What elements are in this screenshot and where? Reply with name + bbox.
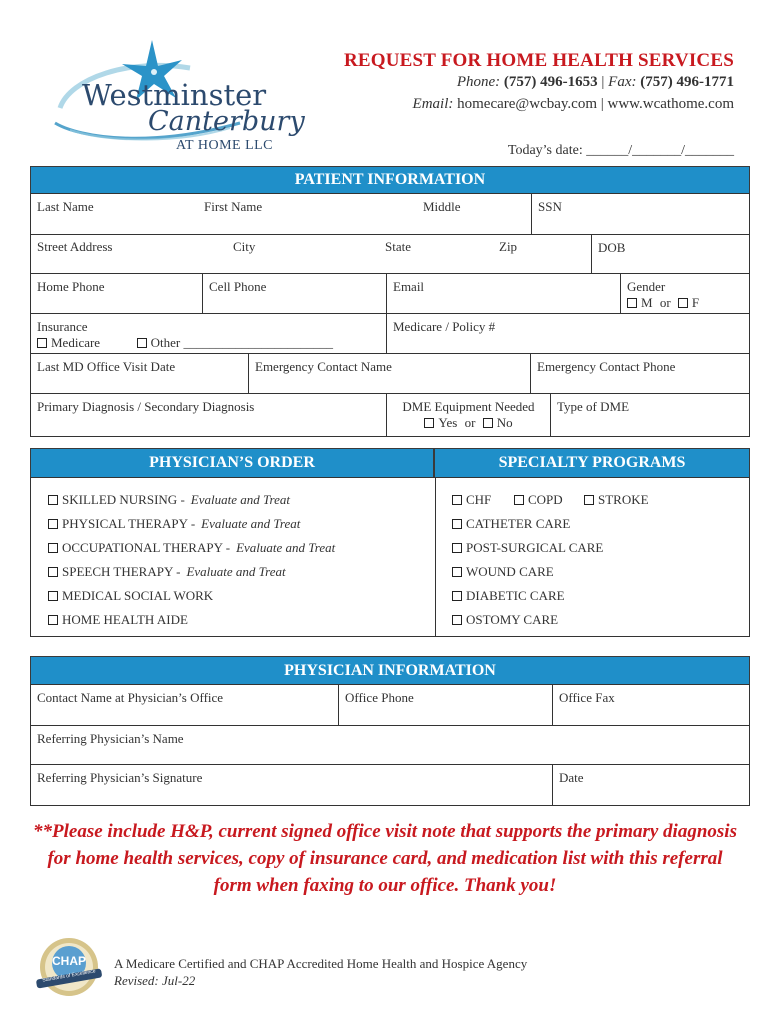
contact-name-field[interactable]: Contact Name at Physician’s Office [31,685,339,726]
office-fax-field[interactable]: Office Fax [553,685,749,726]
order-checkbox[interactable] [48,567,58,577]
medicare-checkbox[interactable] [37,338,47,348]
dme-needed-label: DME Equipment Needed [402,399,535,414]
last-name-field[interactable]: Last Name [37,199,94,214]
stroke-checkbox[interactable] [584,495,594,505]
order-checkbox[interactable] [48,615,58,625]
emergency-contact-name-field[interactable]: Emergency Contact Name [249,354,531,394]
gender-label: Gender [627,279,666,294]
gender-f-label: F [691,295,700,310]
referring-physician-name-field[interactable]: Referring Physician’s Name [31,726,749,765]
dme-yes-label: Yes [438,415,458,430]
logo-line2: Canterbury [148,106,305,137]
cell-phone-field[interactable]: Cell Phone [203,274,387,314]
order-item[interactable]: HOME HEALTH AIDE [48,612,188,628]
specialty-chf[interactable]: CHF [452,492,491,508]
physicians-order-header: PHYSICIAN’S ORDER [30,448,434,478]
specialty-item[interactable]: WOUND CARE [452,564,554,580]
home-phone-field[interactable]: Home Phone [31,274,203,314]
chap-badge [34,936,104,998]
specialty-stroke[interactable]: STROKE [584,492,649,508]
gender-field [621,274,749,314]
specialty-copd[interactable]: COPD [514,492,563,508]
company-logo [40,38,305,158]
dme-needed-field [387,394,551,436]
specialty-checkbox[interactable] [452,519,462,529]
gender-m-label: M [641,295,653,310]
gender-or-label: or [659,295,671,310]
state-field[interactable]: State [385,239,411,254]
footer-revised: Revised: Jul-22 [114,973,196,988]
gender-f-checkbox[interactable] [678,298,688,308]
last-first-middle-row [31,194,531,235]
chap-badge-sub: Standards of Excellence [41,968,97,984]
orders-divider [435,478,436,636]
medicare-policy-field[interactable]: Medicare / Policy # [387,314,749,354]
order-item[interactable]: OCCUPATIONAL THERAPY - Evaluate and Treat [48,540,335,556]
specialty-item[interactable]: OSTOMY CARE [452,612,558,628]
phone-number: (757) 496-1653 [503,74,598,90]
order-checkbox[interactable] [48,495,58,505]
other-insurance-label[interactable]: Other _______________________ [150,335,333,350]
physician-info-header: PHYSICIAN INFORMATION [30,656,750,685]
first-name-field[interactable]: First Name [204,199,263,214]
phone-fax-line: Phone: (757) 496-1653 | Fax: (757) 496-1771 [456,74,734,90]
dme-no-checkbox[interactable] [483,418,493,428]
order-checkbox[interactable] [48,591,58,601]
patient-info-header: PATIENT INFORMATION [30,166,750,194]
order-checkbox[interactable] [48,519,58,529]
physician-info-grid [30,684,750,806]
street-address-field[interactable]: Street Address [37,239,113,254]
email-address[interactable]: homecare@wcbay.com [457,96,597,112]
order-item[interactable]: PHYSICAL THERAPY - Evaluate and Treat [48,516,300,532]
order-item[interactable]: SKILLED NURSING - Evaluate and Treat [48,492,290,508]
insurance-label: Insurance [37,319,88,334]
fax-number: (757) 496-1771 [640,74,734,90]
chf-checkbox[interactable] [452,495,462,505]
dob-field[interactable]: DOB [591,235,749,274]
website-link[interactable]: www.wcathome.com [607,96,734,112]
city-field[interactable]: City [233,239,256,254]
medicare-label: Medicare [51,335,101,350]
email-field[interactable]: Email [387,274,621,314]
specialty-checkbox[interactable] [452,543,462,553]
phone-label: Phone: [456,74,501,90]
date-field[interactable]: Date [559,770,584,785]
specialty-item[interactable]: POST-SURGICAL CARE [452,540,603,556]
ssn-field[interactable]: SSN [531,194,749,235]
address-row [31,235,591,274]
email-label: Email: [412,96,454,112]
fax-label: Fax: [608,74,637,90]
dme-or-label: or [464,415,476,430]
specialty-item[interactable]: CATHETER CARE [452,516,570,532]
insurance-field [31,314,387,354]
logo-line3: AT HOME LLC [176,138,274,153]
specialty-item[interactable]: DIABETIC CARE [452,588,565,604]
specialty-checkbox[interactable] [452,567,462,577]
specialty-checkbox[interactable] [452,615,462,625]
logo-line1: Westminster [82,78,267,112]
instructions-note: **Please include H&P, current signed office visit note that supports the primary diagnosis for home health services, copy of insurance card, and medication list with this referral form when faxing to our office. Thank you! [33,821,737,896]
gender-m-checkbox[interactable] [627,298,637,308]
office-phone-field[interactable]: Office Phone [339,685,553,726]
other-insurance-checkbox[interactable] [137,338,147,348]
email-web-line: Email: homecare@wcbay.com | www.wcathome.com [412,96,734,112]
patient-info-grid [30,193,750,437]
diagnosis-field[interactable]: Primary Diagnosis / Secondary Diagnosis [31,394,387,436]
order-item[interactable]: MEDICAL SOCIAL WORK [48,588,213,604]
order-item[interactable]: SPEECH THERAPY - Evaluate and Treat [48,564,286,580]
todays-date-field[interactable]: Today’s date: ______/_______/_______ [507,143,734,158]
copd-checkbox[interactable] [514,495,524,505]
last-md-visit-field[interactable]: Last MD Office Visit Date [31,354,249,394]
chap-badge-text: CHAP [51,954,86,968]
footer-accreditation: A Medicare Certified and CHAP Accredited Home Health and Hospice Agency [114,956,528,971]
dme-no-label: No [496,415,513,430]
specialty-checkbox[interactable] [452,591,462,601]
dme-yes-checkbox[interactable] [424,418,434,428]
zip-field[interactable]: Zip [499,239,518,254]
order-checkbox[interactable] [48,543,58,553]
middle-name-field[interactable]: Middle [423,199,461,214]
type-of-dme-field[interactable]: Type of DME [557,399,630,414]
referring-physician-signature-field[interactable]: Referring Physician’s Signature [31,765,553,805]
emergency-contact-phone-field[interactable]: Emergency Contact Phone [531,354,749,394]
specialty-programs-header: SPECIALTY PROGRAMS [434,448,750,478]
form-title: REQUEST FOR HOME HEALTH SERVICES [343,50,734,71]
